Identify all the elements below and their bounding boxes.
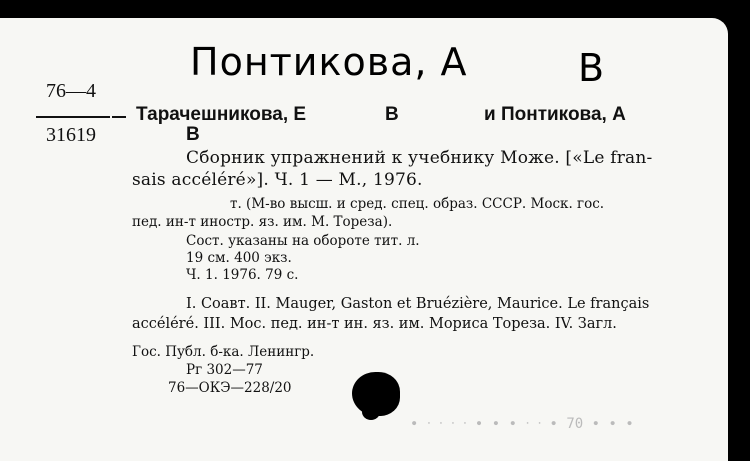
heading-dash bbox=[112, 116, 126, 118]
publisher-line-2: пед. ин-т иностр. яз. им. М. Тореза). bbox=[132, 214, 393, 230]
library-name: Гос. Публ. б-ка. Ленингр. bbox=[132, 344, 315, 360]
coauthor-initial: В bbox=[186, 124, 200, 145]
library-code-2: 76—ОКЭ—228/20 bbox=[168, 380, 292, 396]
title-line-1: Сборник упражнений к учебнику Може. [«Le fran- bbox=[186, 148, 653, 168]
format-note: 19 см. 400 экз. bbox=[186, 250, 292, 266]
classification-code-top: 76—4 bbox=[46, 80, 96, 102]
classification-divider bbox=[36, 116, 110, 118]
tracings-line-2: accéléré. III. Мос. пед. ин-т ин. яз. им. Мориса Тореза. IV. Загл. bbox=[132, 316, 617, 332]
part-note: Ч. 1. 1976. 79 с. bbox=[186, 267, 299, 283]
tracings-line-1: I. Соавт. II. Mauger, Gaston et Bruézière, Maurice. Le français bbox=[186, 296, 650, 312]
card-edge-shadow bbox=[728, 18, 750, 461]
title-line-2: sais accéléré»]. Ч. 1 — М., 1976. bbox=[132, 170, 423, 190]
compilers-note: Сост. указаны на обороте тит. л. bbox=[186, 233, 420, 249]
handwritten-letter: В bbox=[578, 46, 606, 90]
coauthor-heading: и Понтикова, А bbox=[484, 104, 626, 125]
author-heading: Тарачешникова, Е bbox=[136, 104, 307, 125]
library-code-1: Рг 302—77 bbox=[186, 362, 263, 378]
faint-marks: ∙ ᐧ ᐧ ᐧ ᐧ ∙ ∙ ∙ ᐧ ᐧ ∙ 70 ∙ ∙ ∙ bbox=[410, 416, 634, 432]
publisher-line-1: т. (М-во высш. и сред. спец. образ. СССР. Моск. гос. bbox=[230, 196, 605, 212]
classification-code-bottom: 31619 bbox=[46, 124, 96, 146]
author-initial: В bbox=[385, 104, 399, 125]
handwritten-name: Понтикова, А bbox=[190, 40, 468, 84]
ink-blot-tail bbox=[362, 404, 380, 420]
